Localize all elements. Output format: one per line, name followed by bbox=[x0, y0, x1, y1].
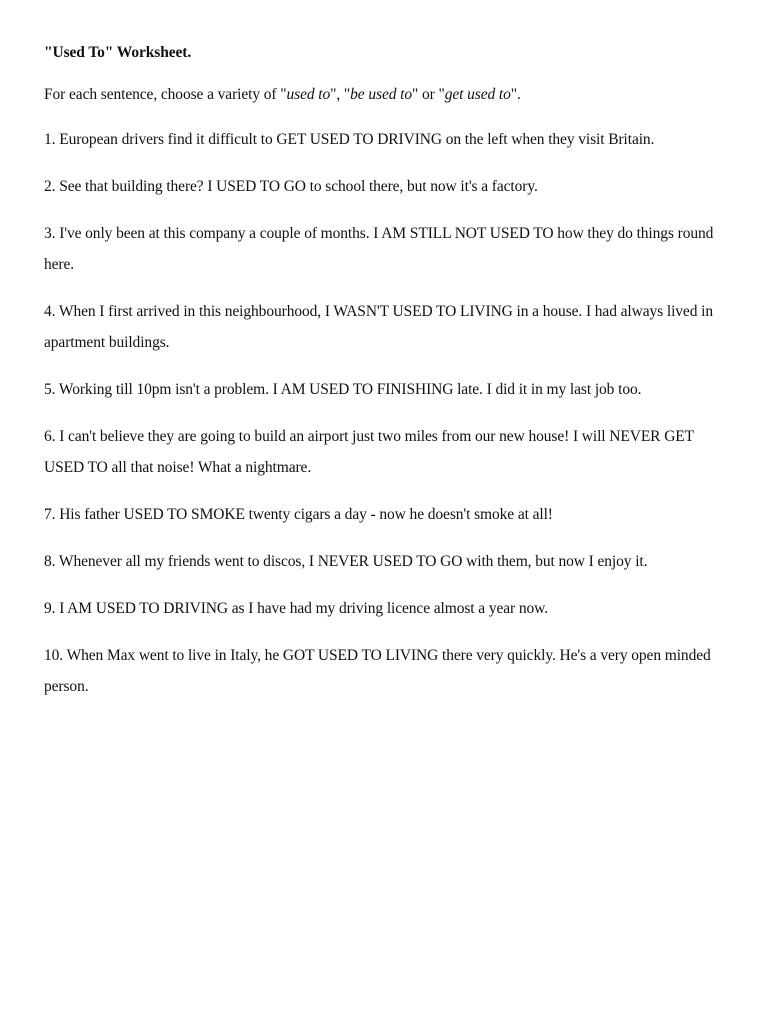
sentence-4: 4. When I first arrived in this neighbourhood, I WASN'T USED TO LIVING in a house. I had always lived in apartment buildings. bbox=[44, 303, 713, 351]
option-be-used-to: be used to bbox=[350, 86, 413, 103]
sentence-7: 7. His father USED TO SMOKE twenty cigars a day - now he doesn't smoke at all! bbox=[44, 506, 553, 523]
option-used-to: used to bbox=[286, 86, 331, 103]
option-get-used-to: get used to bbox=[444, 86, 511, 103]
instructions bbox=[44, 82, 734, 108]
sentence-2: 2. See that building there? I USED TO GO to school there, but now it's a factory. bbox=[44, 178, 538, 195]
sentence-9: 9. I AM USED TO DRIVING as I have had my driving licence almost a year now. bbox=[44, 600, 549, 617]
instructions-separator-2: " or " bbox=[412, 86, 445, 103]
sentence-3: 3. I've only been at this company a couple of months. I AM STILL NOT USED TO how they do things round here. bbox=[44, 225, 714, 273]
sentence-8: 8. Whenever all my friends went to discos, I NEVER USED TO GO with them, but now I enjoy it. bbox=[44, 553, 648, 570]
sentence-5: 5. Working till 10pm isn't a problem. I AM USED TO FINISHING late. I did it in my last job too. bbox=[44, 381, 642, 398]
instructions-separator-1: ", " bbox=[330, 86, 351, 103]
instructions-tail: ". bbox=[510, 86, 521, 103]
worksheet-page bbox=[44, 40, 734, 718]
instructions-lead: For each sentence, choose a variety of " bbox=[44, 86, 287, 103]
sentence-1: 1. European drivers find it difficult to GET USED TO DRIVING on the left when they visit Britain. bbox=[44, 131, 655, 148]
worksheet-title: "Used To" Worksheet. bbox=[44, 44, 192, 61]
sentence-6: 6. I can't believe they are going to build an airport just two miles from our new house! I will NEVER GET USED TO all that noise! What a nightmare. bbox=[44, 428, 694, 476]
sentence-10: 10. When Max went to live in Italy, he GOT USED TO LIVING there very quickly. He's a very open minded person. bbox=[44, 647, 711, 695]
